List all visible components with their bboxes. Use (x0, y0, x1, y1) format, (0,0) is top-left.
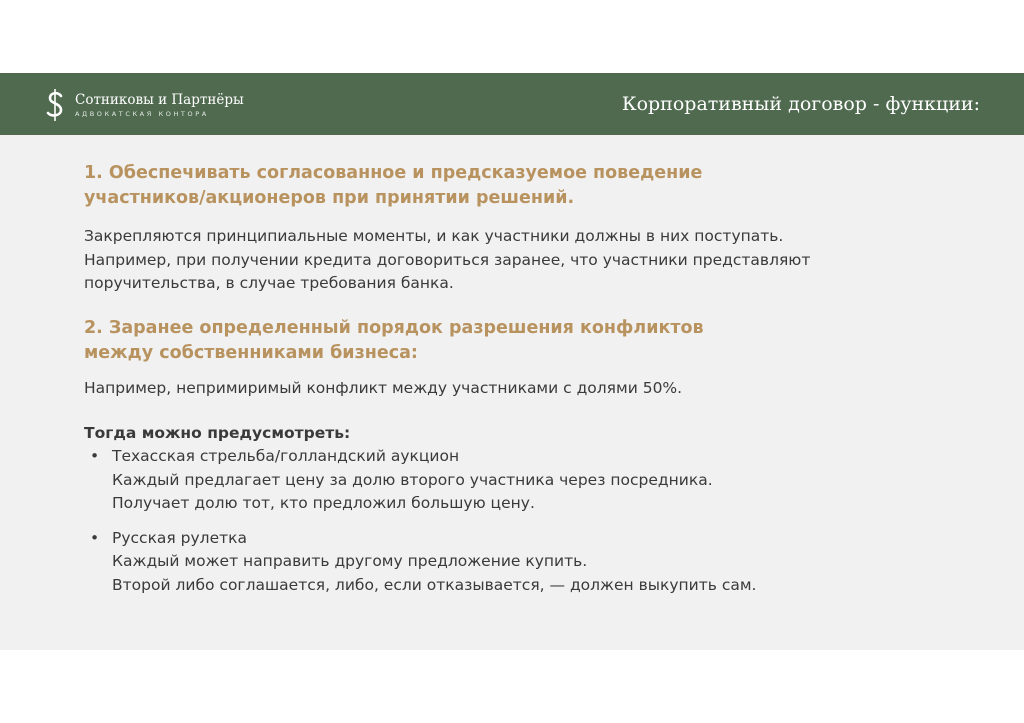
option-description: Получает долю тот, кто предложил большую цену. (112, 494, 535, 512)
option-description: Каждый предлагает цену за долю второго участника через посредника. (112, 470, 713, 489)
bullet-icon: • (90, 528, 100, 547)
section-2-heading-line: между собственниками бизнеса: (84, 342, 418, 363)
list-item (84, 527, 984, 598)
brand-name: Сотниковы и Партнёры (75, 91, 244, 108)
section-1-body-line: Например, при получении кредита договориться заранее, что участники представляют (84, 250, 811, 269)
section-1 (84, 161, 984, 296)
slide-header (0, 73, 1024, 135)
section-2 (84, 316, 984, 598)
brand-subtitle: АДВОКАТСКАЯ КОНТОРА (75, 109, 209, 118)
bullet-icon: • (90, 447, 100, 465)
section-2-subheading: Тогда можно предусмотреть: (84, 424, 351, 442)
list-item (84, 445, 984, 516)
options-list (84, 445, 984, 597)
option-title: Русская рулетка (112, 528, 248, 547)
section-1-heading-line: 1. Обеспечивать согласованное и предсказуемое поведение (84, 163, 703, 183)
slide-content (84, 161, 984, 597)
slide (0, 73, 1024, 650)
section-1-body (84, 225, 984, 296)
section-2-heading-line: 2. Заранее определенный порядок разрешения конфликтов (84, 317, 704, 338)
dollar-s-monogram-icon (44, 88, 66, 122)
option-description: Каждый может направить другому предложение купить. (112, 552, 588, 570)
option-description: Второй либо соглашается, либо, если отказывается, — должен выкупить сам. (112, 575, 757, 594)
section-1-body-line: Закрепляются принципиальные моменты, и как участники должны в них поступать. (84, 227, 784, 245)
slide-title: Корпоративный договор - функции: (621, 93, 980, 115)
section-1-heading-line: участников/акционеров при принятии решений. (84, 188, 575, 208)
section-2-example: Например, непримиримый конфликт между участниками с долями 50%. (84, 378, 683, 397)
brand-logo (44, 88, 244, 122)
section-1-body-line: поручительства, в случае требования банка. (84, 274, 454, 292)
option-title: Техасская стрельба/голландский аукцион (112, 447, 460, 465)
